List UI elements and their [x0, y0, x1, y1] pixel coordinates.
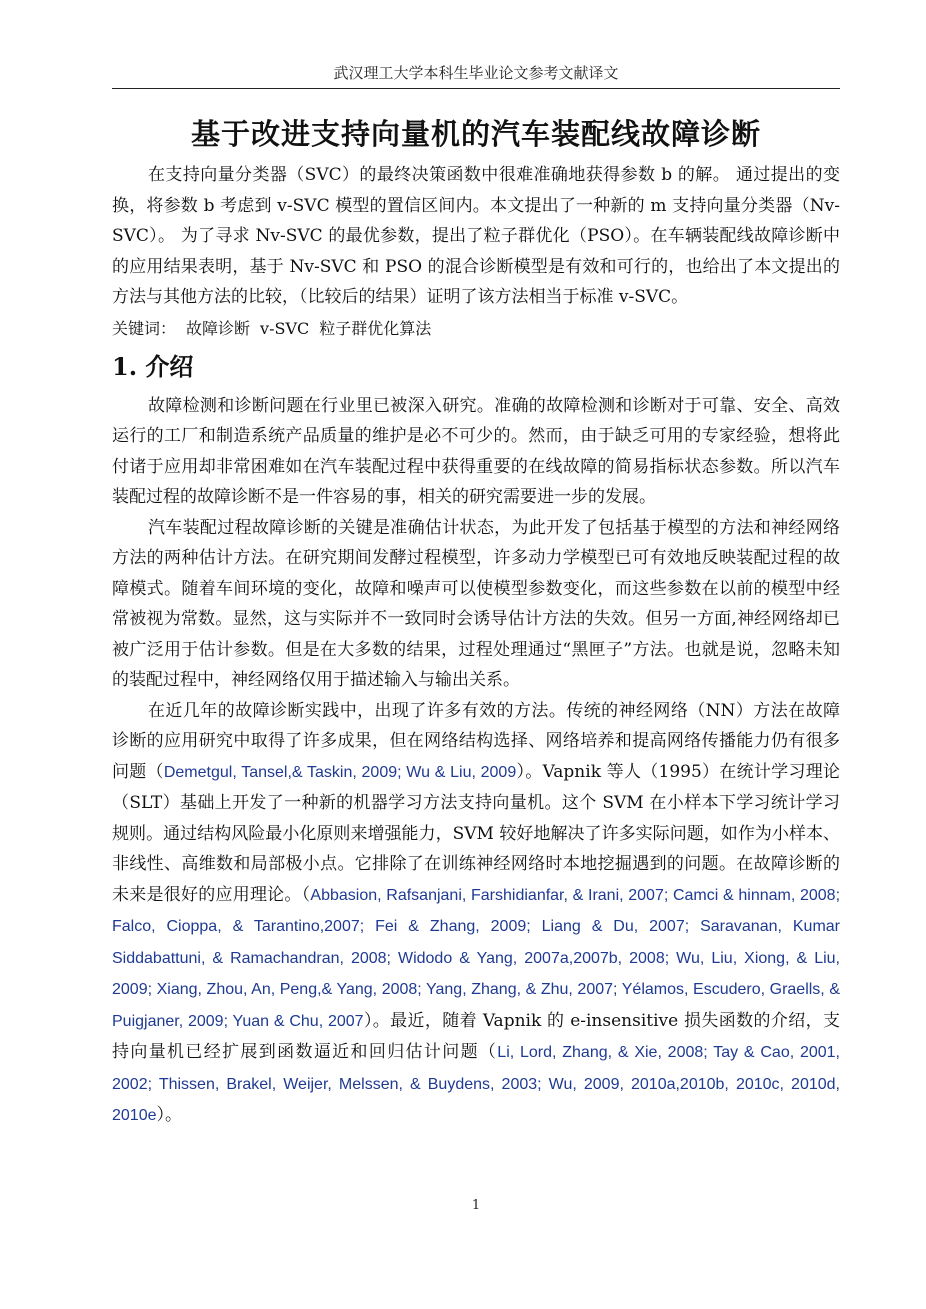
paragraph-text: ）。 [156, 1105, 182, 1125]
citation-link[interactable]: Demetgul, Tansel,& Taskin, 2009; Wu & Liu, 2009 [163, 763, 517, 781]
page-number: 1 [471, 1198, 481, 1213]
citation-link[interactable]: Abbasion, Rafsanjani, Farshidianfar, & Irani, 2007; Camci & hinnam, 2008; Falco, Cioppa, & Tarantino,2007; Fei & Zhang, 2009; Liang & Du, 2007; Saravanan, Kumar Siddabattuni, & Ramachandran, 2008; Widodo & Yang, 2007a,2007b, 2008; Wu, Liu, Xiong, & Liu, 2009; Xiang, Zhou, An, Peng,& Yang, 2008; Yang, Zhang, & Zhu, 2007; Yélamos, Escudero, Graells, & Puigjaner, 2009; Yuan & Chu, 2007 [112, 886, 841, 1030]
body-text [112, 160, 840, 1132]
running-header: 武汉理工大学本科生毕业论文参考文献译文 [333, 64, 619, 82]
keyword-item: 故障诊断 [186, 318, 251, 338]
header-rule [112, 88, 840, 89]
paragraph-text: ）。Vapnik 等人（1995）在统计学习理论（SLT）基础上开发了一种新的机器学习方法支持向量机。这个 SVM 在小样本下学习统计学习规则。通过结构风险最小化原则来增强能力，SVM 较好地解决了许多实际问题，如作为小样本、非线性、高维数和局部极小点。它排除了在训练神经网络时本地挖掘遇到的问题。在故障诊断的未来是很好的应用理论。（ [112, 761, 841, 905]
citation-link[interactable]: Li, Lord, Zhang, & Xie, 2008; Tay & Cao, 2001, 2002; Thissen, Brakel, Weijer, Melssen, & Buydens, 2003; Wu, 2009, 2010a,2010b, 2010c, 2010d, 2010e [112, 1044, 841, 1124]
keywords-label: 关键词： [112, 318, 177, 338]
paragraph-text: ）。最近，随着 Vapnik 的 e-insensitive 损失函数的介绍，支持向量机已经扩展到函数逼近和回归估计问题（ [112, 1010, 840, 1062]
intro-paragraph-2: 汽车装配过程故障诊断的关键是准确估计状态，为此开发了包括基于模型的方法和神经网络方法的两种估计方法。在研究期间发酵过程模型，许多动力学模型已可有效地反映装配过程的故障模式。随着车间环境的变化，故障和噪声可以使模型参数变化，而这些参数在以前的模型中经常被视为常数。显然，这与实际并不一致同时会诱导估计方法的失效。但另一方面,神经网络却已被广泛用于估计参数。但是在大多数的结果，过程处理通过“黑匣子”方法。也就是说，忽略未知的装配过程中，神经网络仅用于描述输入与输出关系。 [112, 517, 840, 690]
section-heading: 1. 介绍 [112, 351, 194, 381]
paper-title: 基于改进支持向量机的汽车装配线故障诊断 [190, 117, 761, 151]
intro-paragraph-3 [112, 696, 840, 1132]
keyword-item: v-SVC [260, 318, 310, 338]
keyword-item: 粒子群优化算法 [319, 318, 432, 338]
paragraph-text: 在近几年的故障诊断实践中，出现了许多有效的方法。传统的神经网络（NN）方法在故障诊断的应用研究中取得了许多成果，但在网络结构选择、网络培养和提高网络传播能力仍有很多问题（ [112, 700, 840, 782]
keywords-line [112, 313, 840, 345]
abstract-paragraph: 在支持向量分类器（SVC）的最终决策函数中很难准确地获得参数 b 的解。 通过提出的变换，将参数 b 考虑到 v-SVC 模型的置信区间内。本文提出了一种新的 m 支持向量分类器（Nv-SVC）。 为了寻求 Nv-SVC 的最优参数，提出了粒子群优化（PSO）。在车辆装配线故障诊断中的应用结果表明，基于 Nv-SVC 和 PSO 的混合诊断模型是有效和可行的，也给出了本文提出的方法与其他方法的比较，（比较后的结果）证明了该方法相当于标准 v-SVC。 [112, 165, 840, 307]
intro-paragraph-1: 故障检测和诊断问题在行业里已被深入研究。准确的故障检测和诊断对于可靠、安全、高效运行的工厂和制造系统产品质量的维护是必不可少的。然而，由于缺乏可用的专家经验，想将此付诸于应用却非常困难如在汽车装配过程中获得重要的在线故障的简易指标状态参数。所以汽车装配过程的故障诊断不是一件容易的事，相关的研究需要进一步的发展。 [112, 395, 840, 507]
